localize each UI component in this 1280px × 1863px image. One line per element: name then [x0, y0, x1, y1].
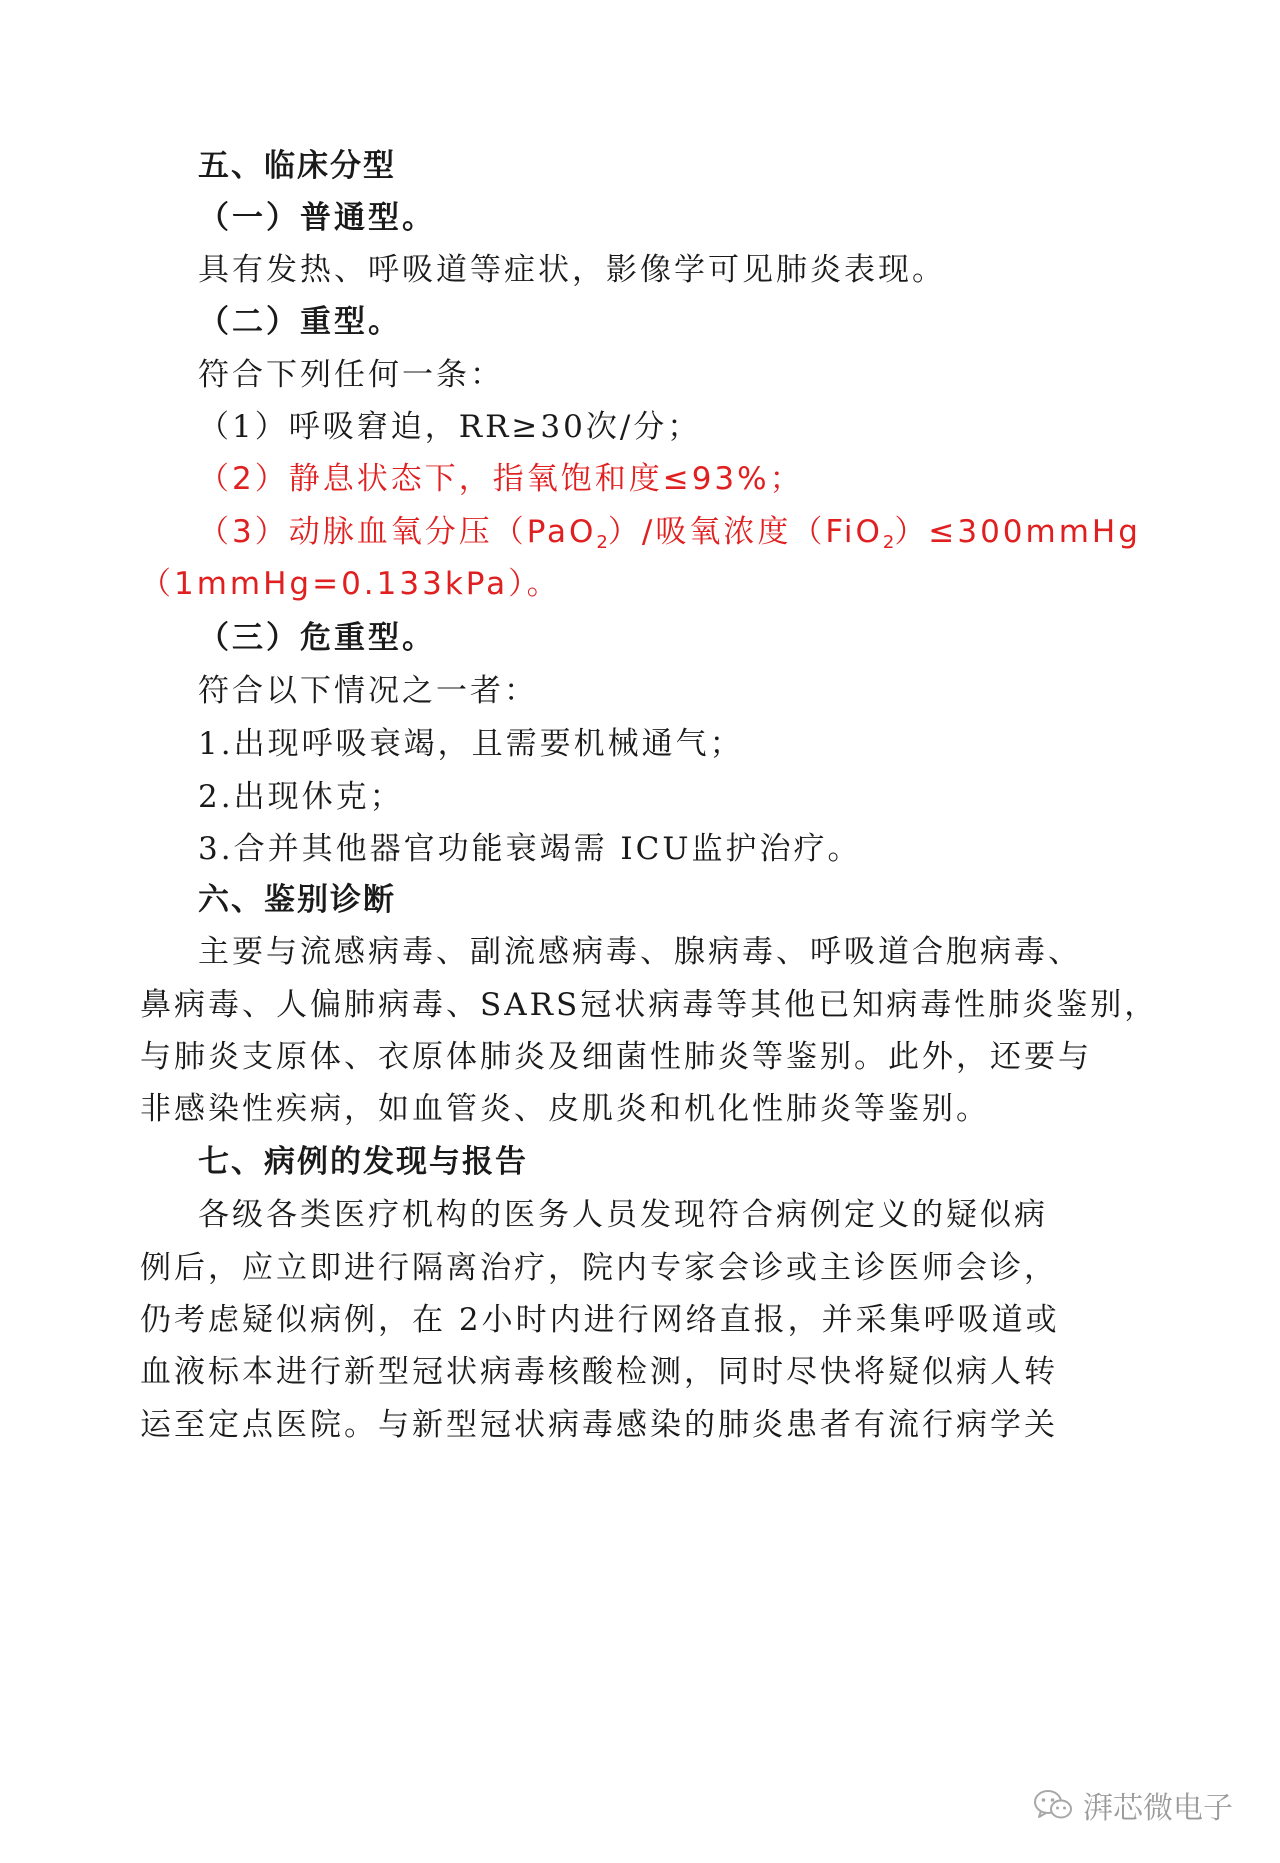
paragraph-6-line-1: 主要与流感病毒、副流感病毒、腺病毒、呼吸道合胞病毒、 — [198, 934, 1082, 970]
wechat-icon — [1033, 1788, 1073, 1822]
section-heading-5: 五、临床分型 — [198, 148, 396, 184]
list-item-critical-2: 2.出现休克； — [198, 779, 404, 815]
watermark-text: 湃芯微电子 — [1083, 1791, 1233, 1826]
paragraph-7-line-3: 仍考虑疑似病例，在 2小时内进行网络直报，并采集呼吸道或 — [140, 1302, 1060, 1338]
severe-3-part-b: ）/吸氧浓度（FiO — [607, 514, 883, 550]
paragraph-severe-intro: 符合下列任何一条： — [198, 357, 504, 393]
list-item-severe-3 — [198, 512, 1141, 563]
paragraph-7-line-1: 各级各类医疗机构的医务人员发现符合病例定义的疑似病 — [198, 1197, 1048, 1233]
paragraph-6-line-3: 与肺炎支原体、衣原体肺炎及细菌性肺炎等鉴别。此外，还要与 — [140, 1039, 1092, 1075]
list-item-severe-1: （1）呼吸窘迫，RR≥30次/分； — [198, 409, 702, 445]
subsection-title-severe: （二）重型。 — [198, 304, 402, 340]
paragraph-6-line-4: 非感染性疾病，如血管炎、皮肌炎和机化性肺炎等鉴别。 — [140, 1091, 990, 1127]
subscript-fio2: 2 — [882, 532, 895, 553]
paragraph-7-line-2: 例后，应立即进行隔离治疗，院内专家会诊或主诊医师会诊， — [140, 1250, 1058, 1286]
list-item-critical-1: 1.出现呼吸衰竭，且需要机械通气； — [198, 726, 744, 762]
list-item-severe-3-cont: （1mmHg=0.133kPa）。 — [140, 566, 561, 602]
severe-3-part-a: （3）动脉血氧分压（PaO — [198, 514, 597, 550]
subscript-pao2: 2 — [596, 532, 608, 553]
paragraph-7-line-4: 血液标本进行新型冠状病毒核酸检测，同时尽快将疑似病人转 — [140, 1354, 1058, 1390]
subsection-title-common: （一）普通型。 — [198, 200, 436, 236]
section-heading-6: 六、鉴别诊断 — [198, 882, 396, 918]
paragraph-critical-intro: 符合以下情况之一者： — [198, 673, 538, 709]
severe-3-part-c: ）≤300mmHg — [894, 514, 1141, 550]
paragraph-6-line-2: 鼻病毒、人偏肺病毒、SARS冠状病毒等其他已知病毒性肺炎鉴别， — [140, 987, 1159, 1023]
paragraph-common-desc: 具有发热、呼吸道等症状，影像学可见肺炎表现。 — [198, 252, 946, 288]
list-item-severe-2: （2）静息状态下，指氧饱和度≤93%； — [198, 461, 804, 497]
list-item-critical-3: 3.合并其他器官功能衰竭需 ICU监护治疗。 — [198, 831, 862, 867]
paragraph-7-line-5: 运至定点医院。与新型冠状病毒感染的肺炎患者有流行病学关 — [140, 1407, 1058, 1443]
subsection-title-critical: （三）危重型。 — [198, 620, 436, 656]
section-heading-7: 七、病例的发现与报告 — [198, 1144, 528, 1180]
watermark — [1033, 1783, 1233, 1827]
